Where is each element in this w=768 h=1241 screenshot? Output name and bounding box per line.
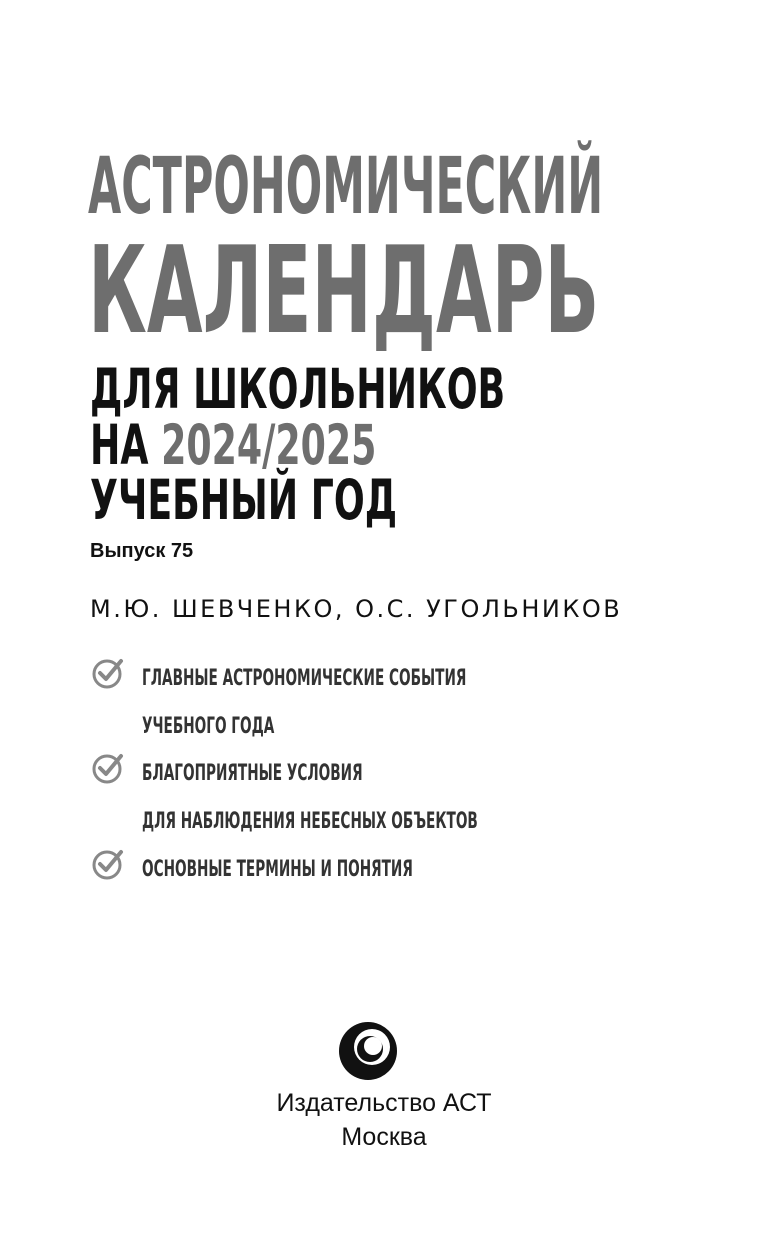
authors: М.Ю. ШЕВЧЕНКО, О.С. УГОЛЬНИКОВ: [90, 595, 623, 623]
feature-line: БЛАГОПРИЯТНЫЕ УСЛОВИЯ: [142, 761, 363, 786]
check-circle-icon: [90, 750, 126, 786]
title-prefix: НА: [90, 413, 162, 477]
ast-logo-icon: [337, 1020, 399, 1082]
title-line-3: ДЛЯ ШКОЛЬНИКОВ: [90, 357, 506, 421]
publisher-city: Москва: [341, 1123, 427, 1151]
feature-item: [90, 750, 730, 846]
feature-text: [142, 655, 466, 751]
feature-text: [142, 750, 478, 846]
feature-item: [90, 846, 730, 894]
issue-number: Выпуск 75: [90, 540, 194, 562]
feature-line: ОСНОВНЫЕ ТЕРМИНЫ И ПОНЯТИЯ: [142, 857, 413, 882]
feature-line: ГЛАВНЫЕ АСТРОНОМИЧЕСКИЕ СОБЫТИЯ: [142, 666, 467, 691]
publisher: [0, 1086, 768, 1154]
title-line-2: КАЛЕНДАРЬ: [88, 222, 600, 361]
title-line-4: [90, 413, 377, 477]
feature-line: ДЛЯ НАБЛЮДЕНИЯ НЕБЕСНЫХ ОБЪЕКТОВ: [142, 809, 478, 834]
check-circle-icon: [90, 655, 126, 691]
feature-item: [90, 655, 730, 751]
title-line-5: УЧЕБНЫЙ ГОД: [90, 468, 398, 532]
title-years: 2024/2025: [161, 413, 377, 477]
title-line-1: АСТРОНОМИЧЕСКИЙ: [88, 142, 604, 232]
publisher-name: Издательство АСТ: [276, 1089, 492, 1117]
feature-text: [142, 846, 413, 894]
feature-line: УЧЕБНОГО ГОДА: [142, 714, 275, 739]
check-circle-icon: [90, 846, 126, 882]
